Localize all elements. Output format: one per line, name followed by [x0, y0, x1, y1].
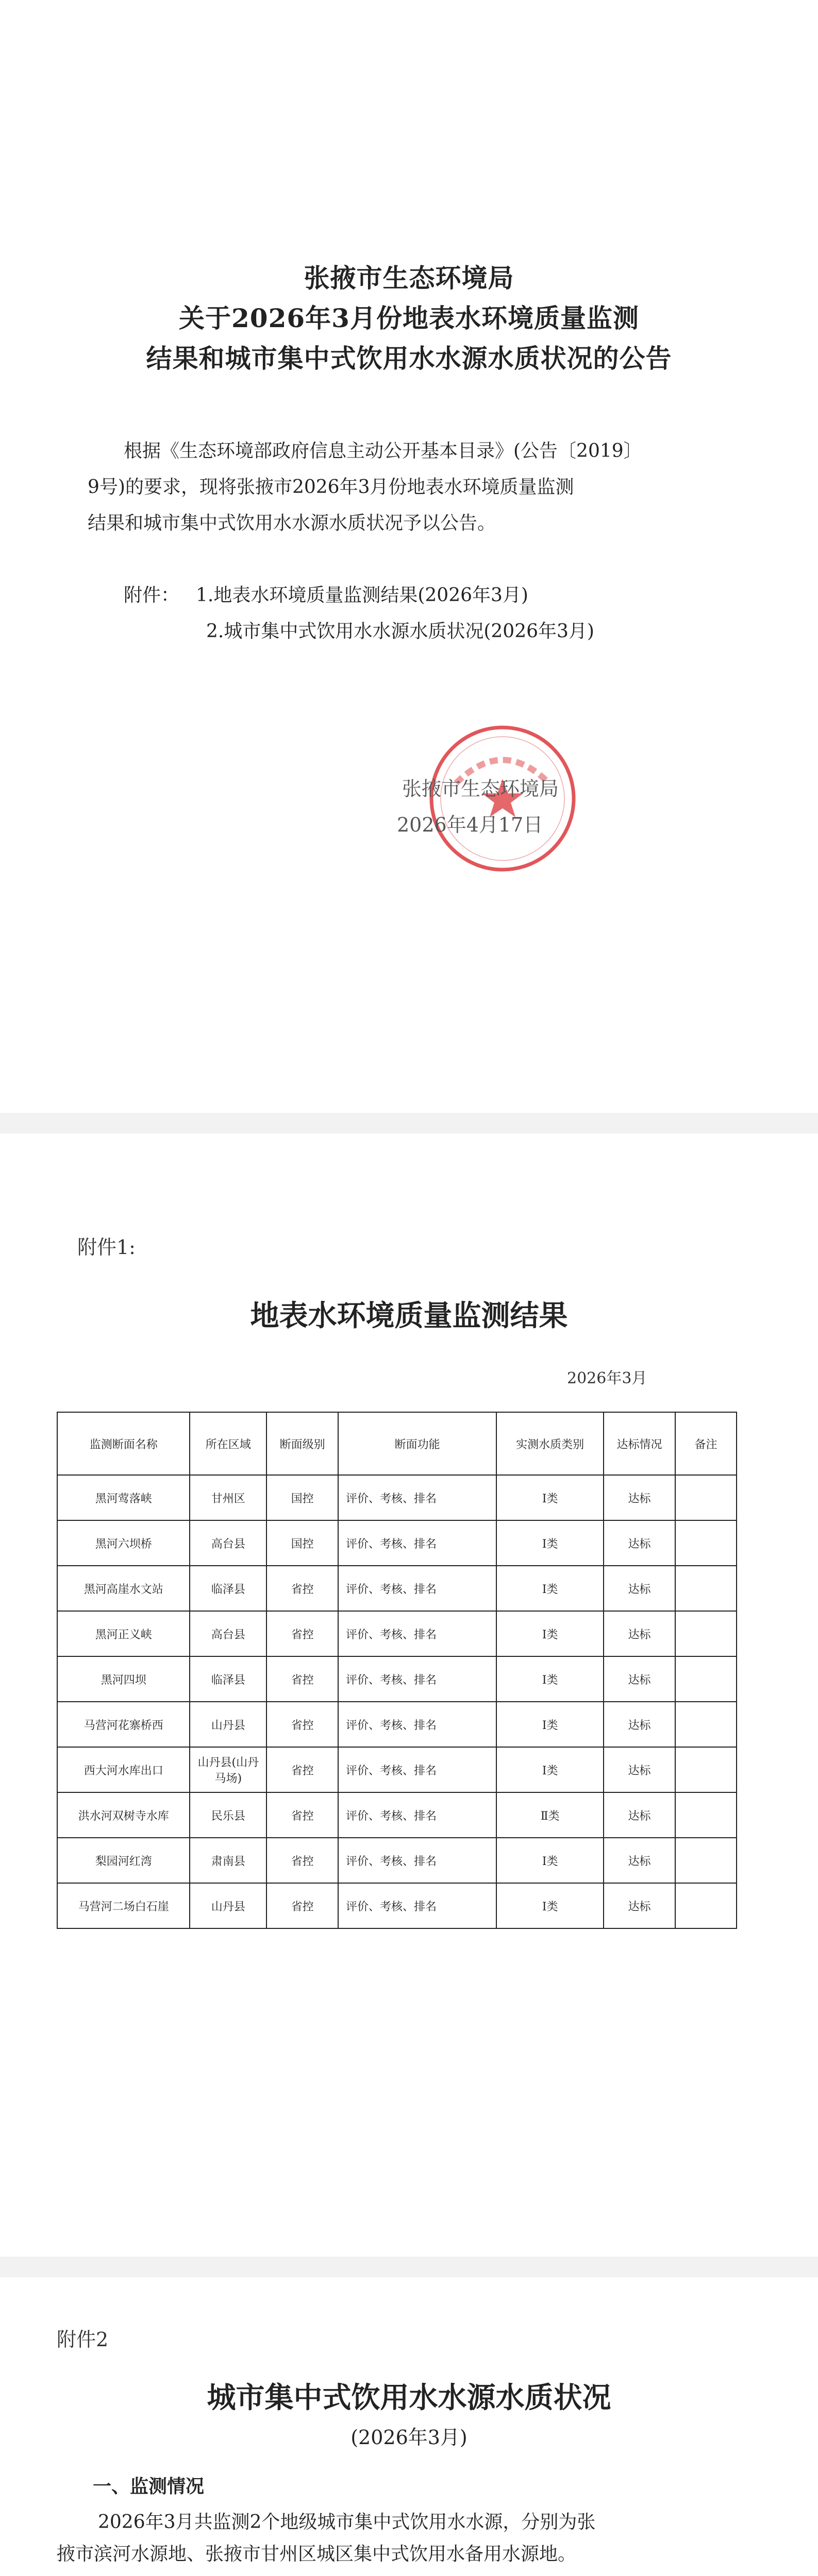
- cell-region: 临泽县: [190, 1566, 266, 1611]
- table-row: [57, 1838, 737, 1883]
- cell-compliance: 达标: [604, 1747, 675, 1792]
- cell-region: 甘州区: [190, 1475, 266, 1520]
- cell-function: 评价、考核、排名: [338, 1475, 496, 1520]
- notice-signature: 张掖市生态环境局: [402, 777, 559, 800]
- cell-region: 民乐县: [190, 1792, 266, 1838]
- cell-water-class: Ⅱ类: [496, 1792, 604, 1838]
- cell-function: 评价、考核、排名: [338, 1838, 496, 1883]
- cell-level: 省控: [266, 1656, 338, 1702]
- cell-remarks: [675, 1702, 737, 1747]
- notice-title-line-2: 关于2026年3月份地表水环境质量监测: [179, 303, 639, 333]
- cell-level: 省控: [266, 1566, 338, 1611]
- cell-section-name: 黑河莺落峡: [57, 1475, 190, 1520]
- attachment1-date: 2026年3月: [567, 1369, 647, 1387]
- header-compliance: 达标情况: [604, 1412, 675, 1475]
- cell-region: 肃南县: [190, 1838, 266, 1883]
- table-row: [57, 1792, 737, 1838]
- cell-section-name: 马营河花寨桥西: [57, 1702, 190, 1747]
- cell-water-class: Ⅰ类: [496, 1566, 604, 1611]
- attachment2-page: [0, 2277, 818, 2576]
- monitoring-para-line-2: 掖市滨河水源地、张掖市甘州区城区集中式饮用水备用水源地。: [57, 2544, 577, 2565]
- table-row: [57, 1702, 737, 1747]
- notice-body-line-2: 9号)的要求，现将张掖市2026年3月份地表水环境质量监测: [88, 477, 574, 498]
- cell-water-class: Ⅰ类: [496, 1747, 604, 1792]
- table-row: [57, 1475, 737, 1520]
- notice-date: 2026年4月17日: [397, 814, 543, 836]
- cell-compliance: 达标: [604, 1656, 675, 1702]
- table-row: [57, 1611, 737, 1656]
- header-water-class: 实测水质类别: [496, 1412, 604, 1475]
- table-row: [57, 1883, 737, 1928]
- table-header-row: [57, 1412, 737, 1475]
- cell-water-class: Ⅰ类: [496, 1475, 604, 1520]
- cell-remarks: [675, 1838, 737, 1883]
- attachment1-page: [0, 1133, 818, 2257]
- cell-compliance: 达标: [604, 1838, 675, 1883]
- cell-region: 山丹县: [190, 1883, 266, 1928]
- attachment-item-2: 2.城市集中式饮用水水源水质状况(2026年3月): [206, 621, 594, 642]
- cell-section-name: 黑河正义峡: [57, 1611, 190, 1656]
- cell-compliance: 达标: [604, 1566, 675, 1611]
- attachments-label: 附件：: [124, 585, 180, 606]
- cell-compliance: 达标: [604, 1520, 675, 1566]
- header-region: 所在区域: [190, 1412, 266, 1475]
- table-row: [57, 1747, 737, 1792]
- cell-section-name: 黑河四坝: [57, 1656, 190, 1702]
- header-section-name: 监测断面名称: [57, 1412, 190, 1475]
- cell-section-name: 洪水河双树寺水库: [57, 1792, 190, 1838]
- cell-water-class: Ⅰ类: [496, 1611, 604, 1656]
- notice-body-line-3: 结果和城市集中式饮用水水源水质状况予以公告。: [88, 513, 496, 534]
- attachment1-label: 附件1:: [77, 1236, 136, 1259]
- cell-remarks: [675, 1611, 737, 1656]
- table-row: [57, 1520, 737, 1566]
- cell-function: 评价、考核、排名: [338, 1611, 496, 1656]
- cell-region: 高台县: [190, 1520, 266, 1566]
- cell-compliance: 达标: [604, 1475, 675, 1520]
- cell-section-name: 黑河六坝桥: [57, 1520, 190, 1566]
- cell-region: 山丹县: [190, 1702, 266, 1747]
- attachment2-label: 附件2: [57, 2328, 109, 2351]
- cell-section-name: 梨园河红湾: [57, 1838, 190, 1883]
- cell-function: 评价、考核、排名: [338, 1883, 496, 1928]
- table-row: [57, 1566, 737, 1611]
- header-remarks: 备注: [675, 1412, 737, 1475]
- cell-level: 省控: [266, 1792, 338, 1838]
- cell-function: 评价、考核、排名: [338, 1566, 496, 1611]
- cell-remarks: [675, 1656, 737, 1702]
- cell-compliance: 达标: [604, 1611, 675, 1656]
- attachment2-title: 城市集中式饮用水水源水质状况: [207, 2381, 611, 2415]
- attachment2-date: (2026年3月): [350, 2426, 468, 2449]
- cell-remarks: [675, 1792, 737, 1838]
- heading-monitoring: 一、监测情况: [93, 2476, 205, 2497]
- cell-water-class: Ⅰ类: [496, 1838, 604, 1883]
- cell-compliance: 达标: [604, 1792, 675, 1838]
- cell-level: 省控: [266, 1611, 338, 1656]
- cell-remarks: [675, 1883, 737, 1928]
- attachment1-title: 地表水环境质量监测结果: [250, 1299, 568, 1333]
- cell-region: 山丹县(山丹马场): [190, 1747, 266, 1792]
- cell-level: 省控: [266, 1747, 338, 1792]
- cell-function: 评价、考核、排名: [338, 1702, 496, 1747]
- cell-remarks: [675, 1566, 737, 1611]
- cell-level: 省控: [266, 1883, 338, 1928]
- cell-compliance: 达标: [604, 1883, 675, 1928]
- notice-title-line-1: 张掖市生态环境局: [304, 263, 514, 293]
- surface-water-table: [57, 1412, 737, 1929]
- cell-remarks: [675, 1747, 737, 1792]
- cell-function: 评价、考核、排名: [338, 1747, 496, 1792]
- cell-remarks: [675, 1520, 737, 1566]
- cell-water-class: Ⅰ类: [496, 1656, 604, 1702]
- cell-water-class: Ⅰ类: [496, 1702, 604, 1747]
- notice-body-line-1: 根据《生态环境部政府信息主动公开基本目录》(公告〔2019〕: [124, 440, 642, 462]
- cell-function: 评价、考核、排名: [338, 1520, 496, 1566]
- cell-compliance: 达标: [604, 1702, 675, 1747]
- cell-level: 省控: [266, 1838, 338, 1883]
- cell-section-name: 黑河高崖水文站: [57, 1566, 190, 1611]
- header-level: 断面级别: [266, 1412, 338, 1475]
- cell-remarks: [675, 1475, 737, 1520]
- notice-page: [0, 0, 818, 1113]
- notice-title-line-3: 结果和城市集中式饮用水水源水质状况的公告: [146, 343, 672, 374]
- cell-section-name: 西大河水库出口: [57, 1747, 190, 1792]
- cell-level: 省控: [266, 1702, 338, 1747]
- cell-function: 评价、考核、排名: [338, 1656, 496, 1702]
- cell-level: 国控: [266, 1520, 338, 1566]
- cell-region: 高台县: [190, 1611, 266, 1656]
- table-row: [57, 1656, 737, 1702]
- cell-function: 评价、考核、排名: [338, 1792, 496, 1838]
- monitoring-para-line-1: 2026年3月共监测2个地级城市集中式饮用水水源，分别为张: [98, 2512, 596, 2533]
- cell-region: 临泽县: [190, 1656, 266, 1702]
- attachment-item-1: 1.地表水环境质量监测结果(2026年3月): [196, 585, 528, 606]
- cell-water-class: Ⅰ类: [496, 1520, 604, 1566]
- header-function: 断面功能: [338, 1412, 496, 1475]
- cell-level: 国控: [266, 1475, 338, 1520]
- cell-section-name: 马营河二场白石崖: [57, 1883, 190, 1928]
- cell-water-class: Ⅰ类: [496, 1883, 604, 1928]
